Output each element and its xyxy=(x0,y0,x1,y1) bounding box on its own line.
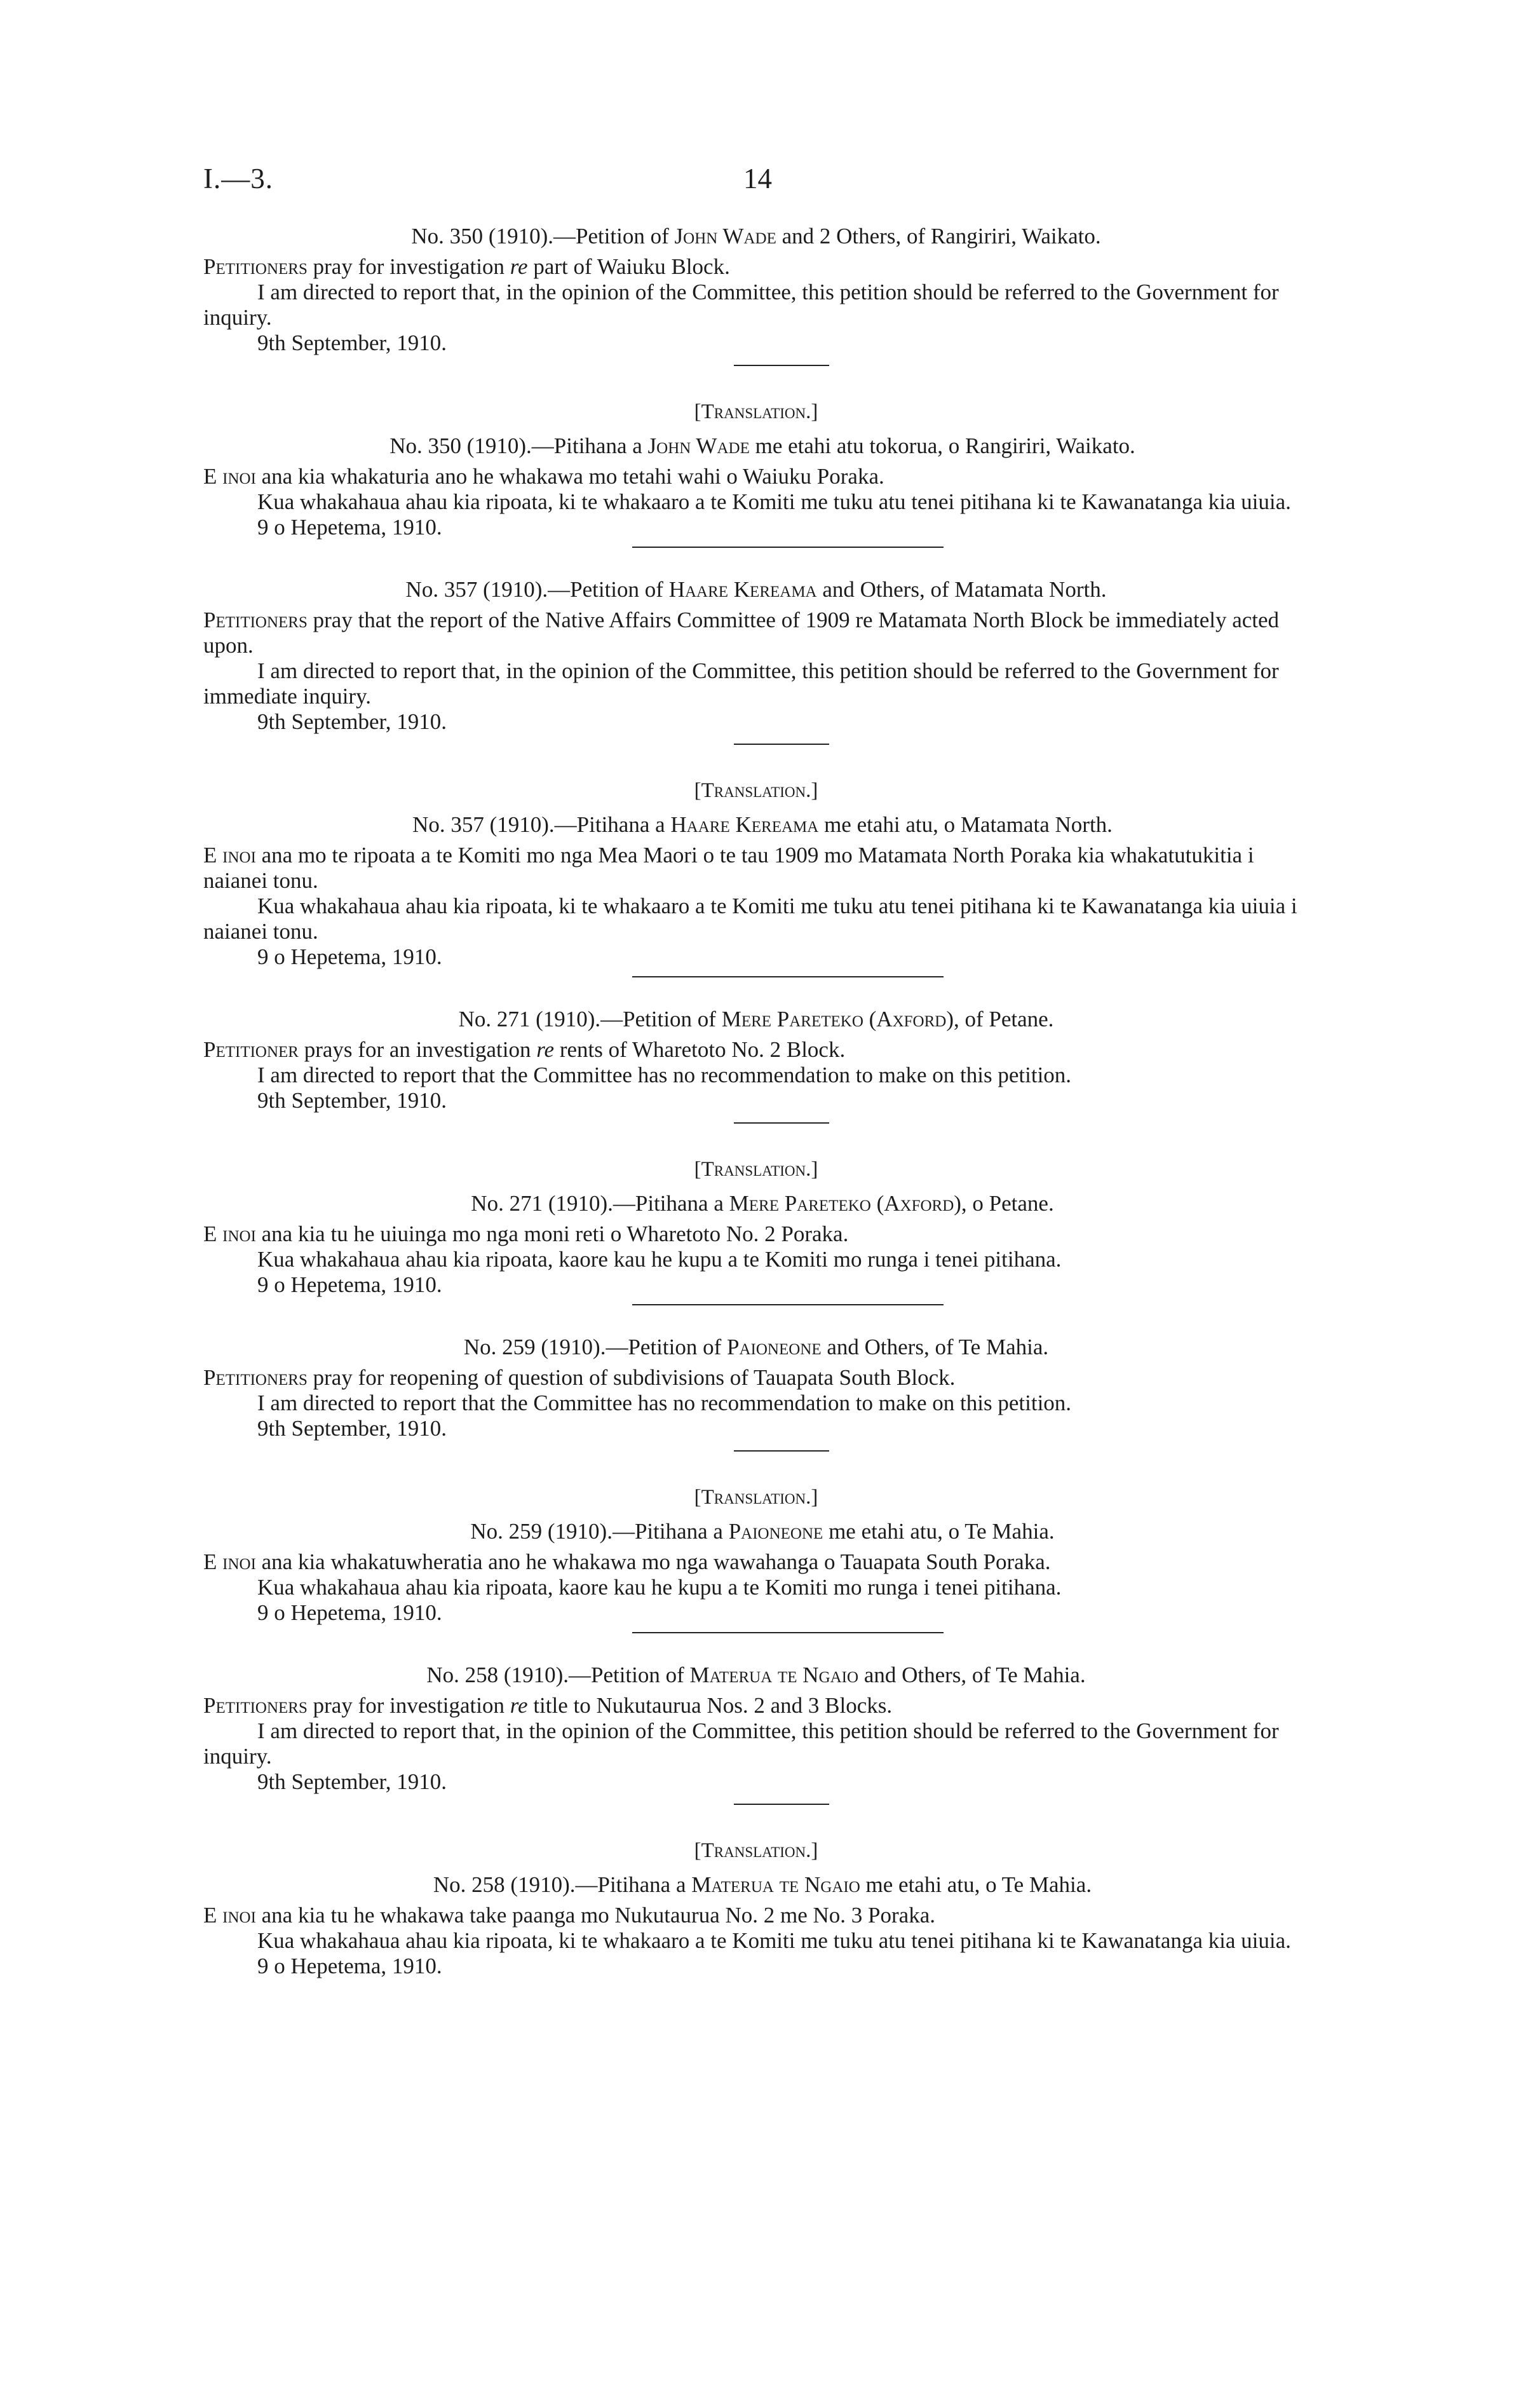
petition-prayer: E inoi ana mo te ripoata a te Komiti mo nga Mea Maori o te tau 1909 mo Matamata North Poraka kia whakatutukitia i naianei tonu. xyxy=(203,843,1254,893)
translation-entry xyxy=(203,1157,1309,1305)
petition-prayer: Petitioners pray for reopening of question of subdivisions of Tauapata South Block. xyxy=(203,1365,956,1390)
committee-report: Kua whakahaua ahau kia ripoata, ki te whakaaro a te Komiti me tuku atu tenei pitihana ki te Kawanatanga kia uiuia. xyxy=(257,489,1291,514)
report-date: 9th September, 1910. xyxy=(257,1088,447,1113)
committee-report: Kua whakahaua ahau kia ripoata, kaore kau he kupu a te Komiti mo runga i tenei pitihana. xyxy=(257,1575,1062,1600)
translation-entry xyxy=(203,1838,1309,1979)
petition-title: No. 350 (1910).—Petition of John Wade and 2 Others, of Rangiriri, Waikato. xyxy=(411,224,1101,248)
committee-report: I am directed to report that, in the opinion of the Committee, this petition should be referred to the Government for immediate inquiry. xyxy=(203,658,1279,709)
translation-heading: [Translation.] xyxy=(694,1158,818,1181)
report-date: 9 o Hepetema, 1910. xyxy=(257,1954,442,1978)
petition-title: No. 259 (1910).—Petition of Paioneone and Others, of Te Mahia. xyxy=(463,1335,1049,1359)
petitions-list xyxy=(203,224,1309,1979)
petition-entry xyxy=(203,1663,1309,1805)
petition-prayer: E inoi ana kia whakaturia ano he whakawa mo tetahi wahi o Waiuku Poraka. xyxy=(203,464,884,489)
report-date: 9th September, 1910. xyxy=(257,1769,447,1794)
petition-title: No. 258 (1910).—Petition of Materua te Ngaio and Others, of Te Mahia. xyxy=(426,1663,1086,1687)
petition-title: No. 357 (1910).—Pitihana a Haare Kereama me etahi atu, o Matamata North. xyxy=(412,812,1113,837)
petition-prayer: E inoi ana kia tu he whakawa take paanga mo Nukutaurua No. 2 me No. 3 Poraka. xyxy=(203,1903,935,1928)
petition-title: No. 271 (1910).—Petition of Mere Pareteko (Axford), of Petane. xyxy=(458,1007,1054,1031)
petition-title: No. 357 (1910).—Petition of Haare Kereama and Others, of Matamata North. xyxy=(405,577,1107,602)
translation-entry xyxy=(203,778,1309,977)
divider xyxy=(734,1450,829,1452)
page-number: 14 xyxy=(743,163,772,194)
translation-heading: [Translation.] xyxy=(694,779,818,802)
translation-heading: [Translation.] xyxy=(694,1486,818,1509)
petition-title: No. 350 (1910).—Pitihana a John Wade me etahi atu tokorua, o Rangiriri, Waikato. xyxy=(389,433,1135,458)
divider xyxy=(632,1632,944,1633)
petition-prayer: Petitioners pray that the report of the Native Affairs Committee of 1909 re Matamata North Block be immediately acted upon. xyxy=(203,608,1280,658)
petition-prayer: Petitioners pray for investigation re title to Nukutaurua Nos. 2 and 3 Blocks. xyxy=(203,1693,893,1718)
divider xyxy=(632,547,944,548)
translation-entry xyxy=(203,399,1309,548)
divider xyxy=(632,976,944,977)
translation-heading: [Translation.] xyxy=(694,400,818,423)
petition-title: No. 271 (1910).—Pitihana a Mere Pareteko (Axford), o Petane. xyxy=(471,1191,1054,1216)
divider xyxy=(734,365,829,366)
translation-heading: [Translation.] xyxy=(694,1839,818,1862)
divider xyxy=(734,744,829,745)
petition-prayer: E inoi ana kia tu he uiuinga mo nga moni reti o Wharetoto No. 2 Poraka. xyxy=(203,1221,849,1246)
report-date: 9 o Hepetema, 1910. xyxy=(257,1600,442,1625)
petition-entry xyxy=(203,224,1309,366)
report-date: 9th September, 1910. xyxy=(257,1416,447,1441)
report-date: 9 o Hepetema, 1910. xyxy=(257,944,442,969)
divider xyxy=(734,1122,829,1124)
translation-entry xyxy=(203,1485,1309,1633)
report-date: 9th September, 1910. xyxy=(257,330,447,355)
committee-report: I am directed to report that the Committee has no recommendation to make on this petition. xyxy=(257,1063,1072,1087)
paper-reference: I.—3. xyxy=(203,163,273,194)
committee-report: Kua whakahaua ahau kia ripoata, ki te whakaaro a te Komiti me tuku atu tenei pitihana ki te Kawanatanga kia uiuia i naianei tonu. xyxy=(203,894,1297,944)
page-header xyxy=(0,162,1516,200)
report-date: 9 o Hepetema, 1910. xyxy=(257,1272,442,1297)
divider xyxy=(632,1304,944,1305)
petition-entry xyxy=(203,1335,1309,1452)
petition-prayer: E inoi ana kia whakatuwheratia ano he whakawa mo nga wawahanga o Tauapata South Poraka. xyxy=(203,1549,1051,1574)
petition-prayer: Petitioner prays for an investigation re rents of Wharetoto No. 2 Block. xyxy=(203,1037,846,1062)
report-date: 9 o Hepetema, 1910. xyxy=(257,515,442,540)
divider xyxy=(734,1804,829,1805)
petition-prayer: Petitioners pray for investigation re part of Waiuku Block. xyxy=(203,254,730,279)
petition-entry xyxy=(203,1007,1309,1124)
report-date: 9th September, 1910. xyxy=(257,709,447,734)
committee-report: I am directed to report that, in the opinion of the Committee, this petition should be referred to the Government for inquiry. xyxy=(203,1718,1279,1769)
committee-report: Kua whakahaua ahau kia ripoata, kaore kau he kupu a te Komiti mo runga i tenei pitihana. xyxy=(257,1247,1062,1272)
petition-entry xyxy=(203,577,1309,745)
petition-title: No. 259 (1910).—Pitihana a Paioneone me etahi atu, o Te Mahia. xyxy=(470,1519,1055,1544)
committee-report: I am directed to report that, in the opinion of the Committee, this petition should be referred to the Government for inquiry. xyxy=(203,280,1279,330)
committee-report: Kua whakahaua ahau kia ripoata, ki te whakaaro a te Komiti me tuku atu tenei pitihana ki te Kawanatanga kia uiuia. xyxy=(257,1928,1291,1953)
petition-title: No. 258 (1910).—Pitihana a Materua te Ngaio me etahi atu, o Te Mahia. xyxy=(433,1872,1092,1897)
committee-report: I am directed to report that the Committee has no recommendation to make on this petition. xyxy=(257,1391,1072,1415)
